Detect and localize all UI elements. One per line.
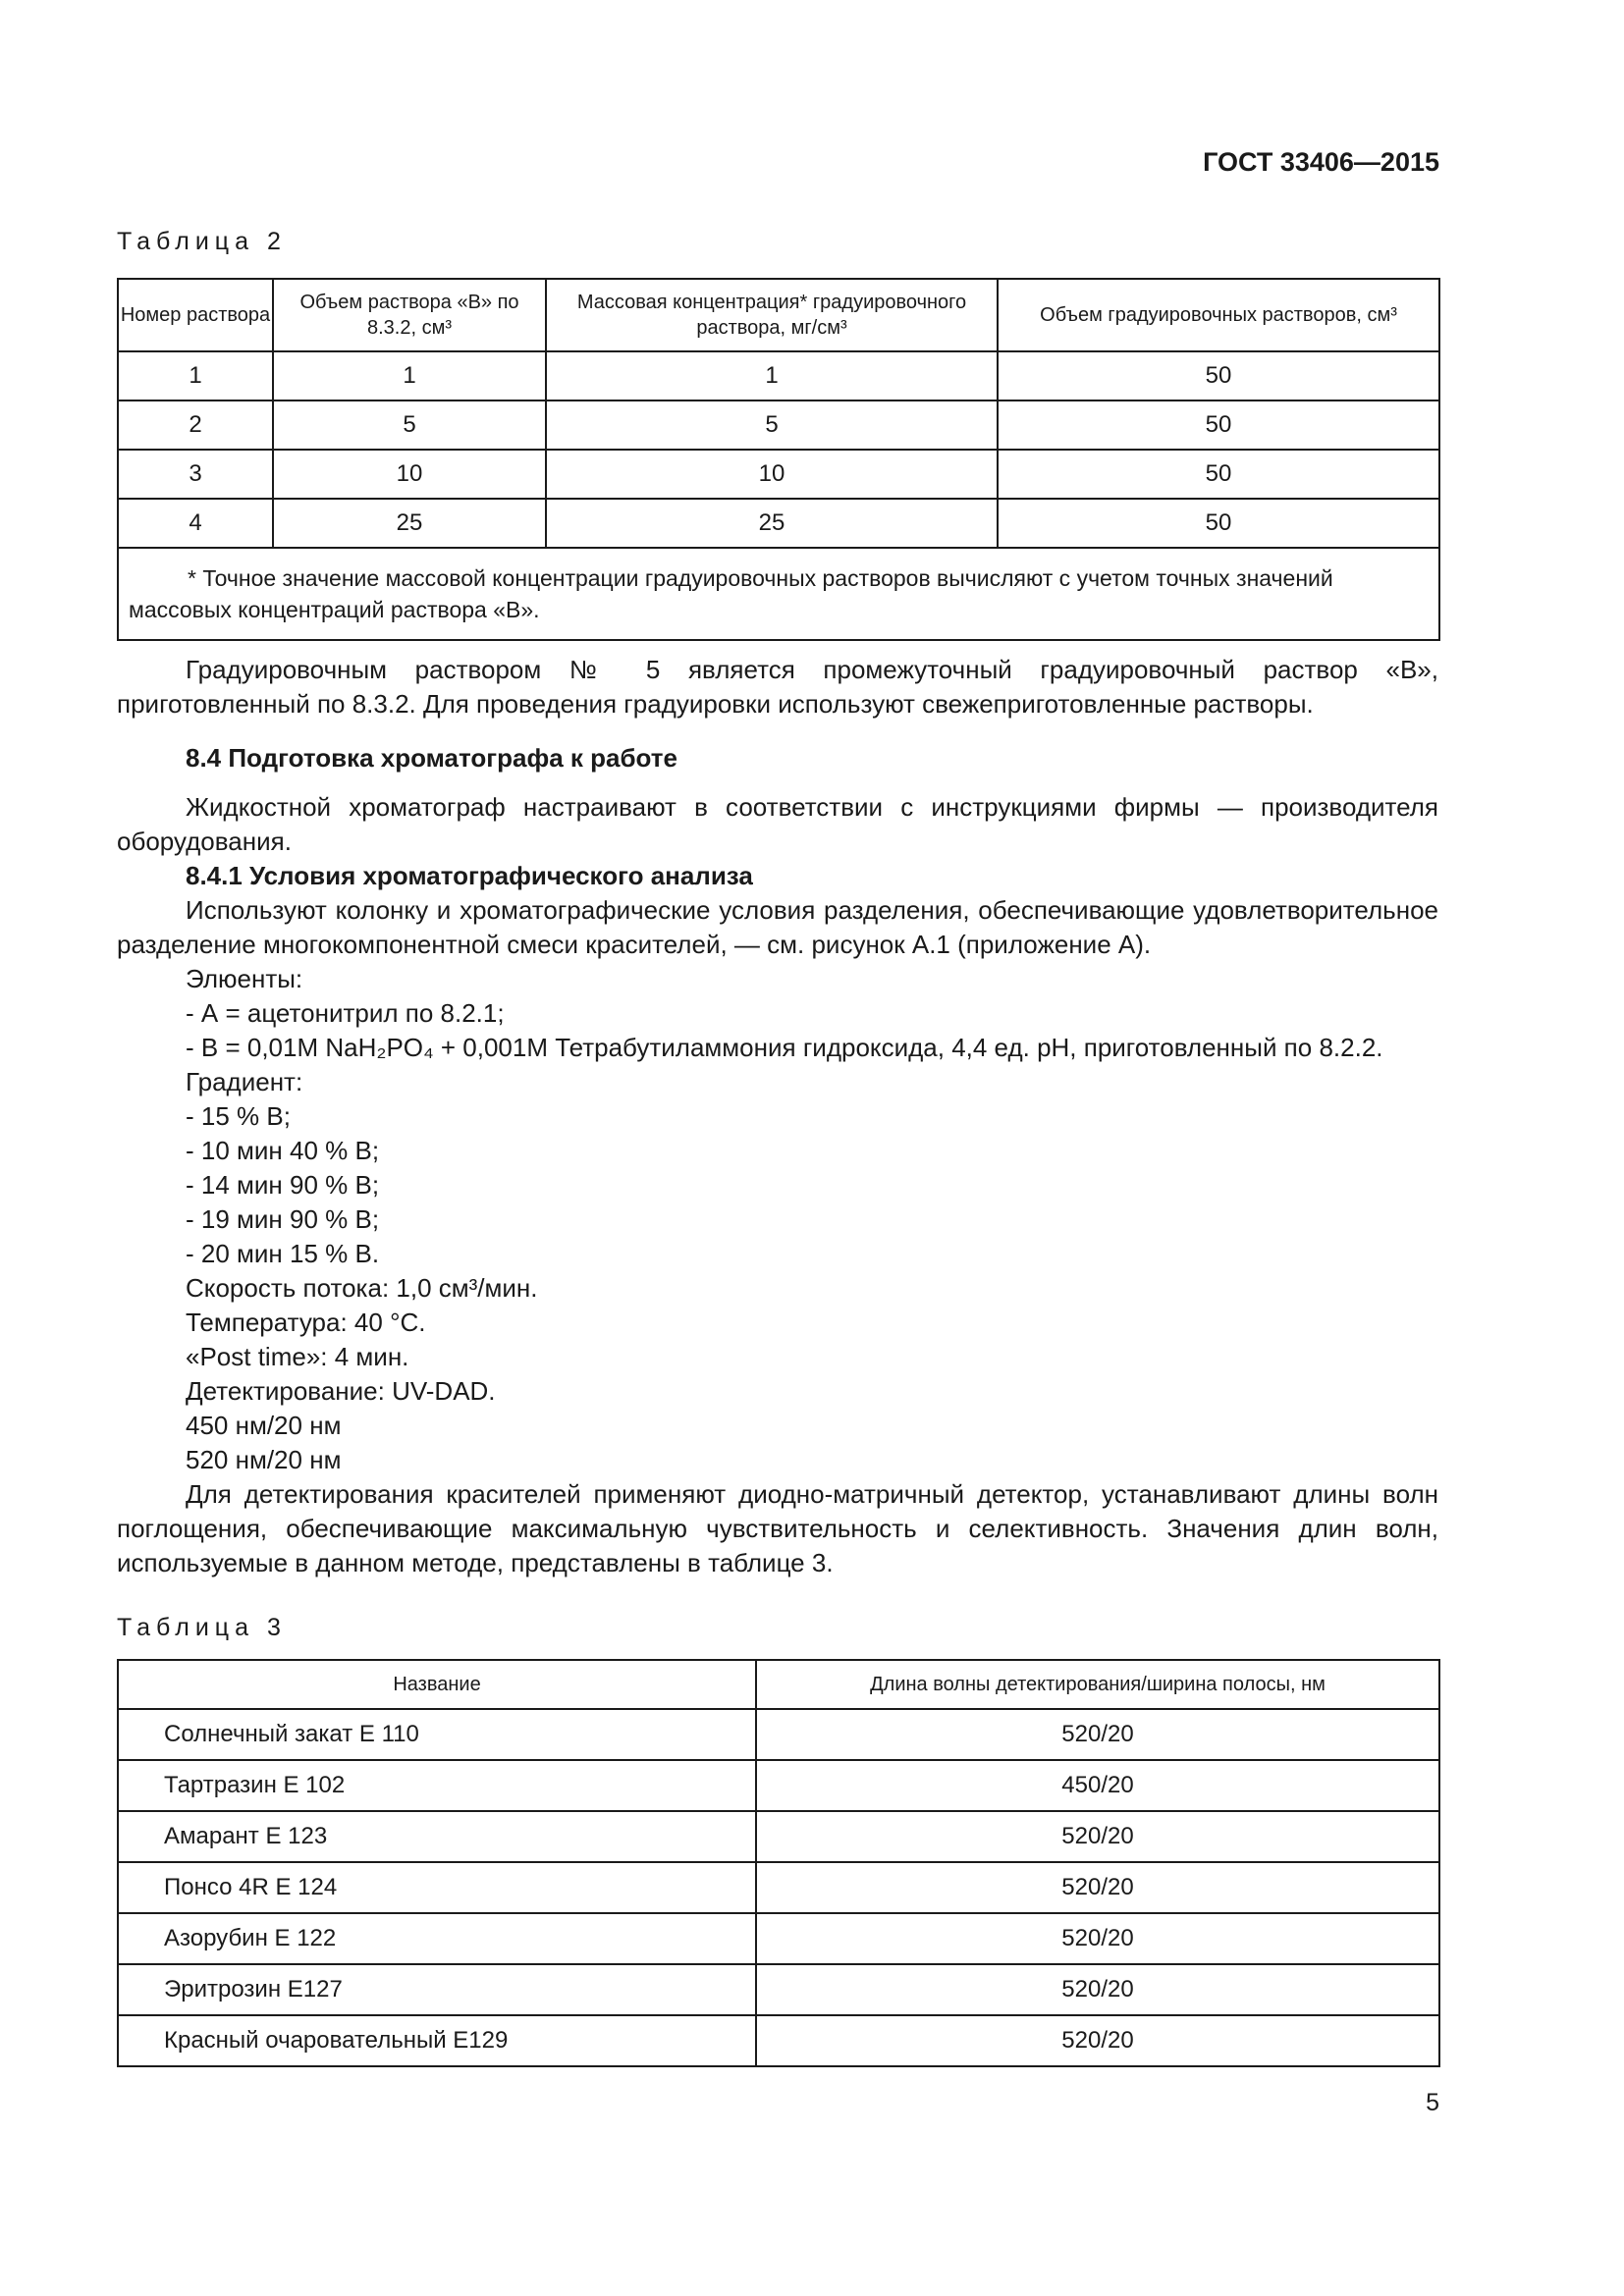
- table-row: [118, 400, 1439, 450]
- table-cell: 5: [273, 400, 546, 450]
- table-cell: 50: [998, 351, 1439, 400]
- table-row: [118, 2015, 1439, 2066]
- text-line: 450 нм/20 нм: [186, 1411, 342, 1440]
- table-header-cell: Номер раствора: [118, 279, 273, 351]
- text-line: Детектирование: UV-DAD.: [186, 1376, 496, 1406]
- text-line: Элюенты:: [186, 964, 303, 993]
- text-line: - А = ацетонитрил по 8.2.1;: [186, 998, 505, 1028]
- table-row: [118, 1862, 1439, 1913]
- list-item: - 19 мин 90 % В;: [186, 1204, 380, 1234]
- paragraph: Для детектирования красителей применяют диодно-матричный детектор, устанавливают длины волн поглощения, обеспечивающие максимальную чувствительность и селективность. Значения длин волн, используемые в данном методе, представлены в таблице 3.: [117, 1479, 1438, 1577]
- text-line: - В = 0,01М NaH₂PO₄ + 0,001М Тетрабутиламмония гидроксида, 4,4 ед. pH, приготовленный по 8.2.2.: [186, 1033, 1383, 1062]
- text-line: Температура: 40 °С.: [186, 1308, 426, 1337]
- table-header-cell: Объем раствора «В» по 8.3.2, см³: [273, 279, 546, 351]
- table-cell: 5: [546, 400, 998, 450]
- dye-name: Эритрозин Е127: [118, 1964, 756, 2015]
- table-cell: 50: [998, 499, 1439, 548]
- text-line: Градиент:: [186, 1067, 303, 1096]
- table-row: [118, 499, 1439, 548]
- table-row: [118, 351, 1439, 400]
- wavelength-cell: 520/20: [756, 1709, 1439, 1760]
- section-heading: 8.4 Подготовка хроматографа к работе: [186, 743, 677, 773]
- wavelength-cell: 520/20: [756, 1862, 1439, 1913]
- table-header-cell: Массовая концентрация* градуировочного раствора, мг/см³: [546, 279, 998, 351]
- table-cell: 10: [546, 450, 998, 499]
- table-header-row: [118, 1660, 1439, 1709]
- paragraph: Используют колонку и хроматографические условия разделения, обеспечивающие удовлетворительное разделение многокомпонентной смеси красителей, — см. рисунок А.1 (приложение А).: [117, 895, 1438, 959]
- paragraph: Жидкостной хроматограф настраивают в соответствии с инструкциями фирмы — производителя оборудования.: [117, 792, 1438, 856]
- table-footnote: * Точное значение массовой концентрации градуировочных растворов вычисляют с учетом точных значений массовых концентраций раствора «В».: [118, 548, 1439, 640]
- subsection-heading: 8.4.1 Условия хроматографического анализа: [186, 861, 753, 890]
- table-cell: 25: [273, 499, 546, 548]
- text-line: «Post time»: 4 мин.: [186, 1342, 409, 1371]
- table-cell: 25: [546, 499, 998, 548]
- table-row: [118, 1913, 1439, 1964]
- table-row: [118, 1964, 1439, 2015]
- body-text: [117, 653, 1438, 1580]
- table-cell: 2: [118, 400, 273, 450]
- table-header-cell: Длина волны детектирования/ширина полосы, нм: [756, 1660, 1439, 1709]
- table-cell: 1: [546, 351, 998, 400]
- table-cell: 1: [118, 351, 273, 400]
- wavelength-cell: 520/20: [756, 1913, 1439, 1964]
- table-2: [117, 278, 1440, 641]
- list-item: - 15 % В;: [186, 1101, 291, 1131]
- table-header-cell: Название: [118, 1660, 756, 1709]
- list-item: - 10 мин 40 % В;: [186, 1136, 380, 1165]
- table-header-cell: Объем градуировочных растворов, см³: [998, 279, 1439, 351]
- dye-name: Солнечный закат Е 110: [118, 1709, 756, 1760]
- table-row: [118, 450, 1439, 499]
- table-2-caption: Таблица 2: [117, 228, 287, 255]
- dye-name: Понсо 4R Е 124: [118, 1862, 756, 1913]
- dye-name: Тартразин Е 102: [118, 1760, 756, 1811]
- table-footnote-row: [118, 548, 1439, 640]
- wavelength-cell: 450/20: [756, 1760, 1439, 1811]
- table-row: [118, 1760, 1439, 1811]
- table-cell: 50: [998, 450, 1439, 499]
- wavelength-cell: 520/20: [756, 1964, 1439, 2015]
- table-3-caption: Таблица 3: [117, 1614, 287, 1641]
- dye-name: Азорубин Е 122: [118, 1913, 756, 1964]
- table-row: [118, 1709, 1439, 1760]
- list-item: - 14 мин 90 % В;: [186, 1170, 380, 1200]
- text-line: Скорость потока: 1,0 см³/мин.: [186, 1273, 538, 1303]
- page-number: 5: [1426, 2089, 1439, 2116]
- paragraph: Градуировочным раствором № 5 является промежуточный градуировочный раствор «В», приготовленный по 8.3.2. Для проведения градуировки используют свежеприготовленные растворы.: [117, 655, 1438, 719]
- standard-number: ГОСТ 33406—2015: [1203, 147, 1439, 177]
- wavelength-cell: 520/20: [756, 1811, 1439, 1862]
- table-cell: 1: [273, 351, 546, 400]
- table-header-row: [118, 279, 1439, 351]
- wavelength-cell: 520/20: [756, 2015, 1439, 2066]
- table-cell: 10: [273, 450, 546, 499]
- table-cell: 4: [118, 499, 273, 548]
- text-line: 520 нм/20 нм: [186, 1445, 342, 1474]
- table-3: [117, 1659, 1440, 2067]
- table-cell: 50: [998, 400, 1439, 450]
- dye-name: Красный очаровательный Е129: [118, 2015, 756, 2066]
- dye-name: Амарант Е 123: [118, 1811, 756, 1862]
- list-item: - 20 мин 15 % В.: [186, 1239, 380, 1268]
- table-row: [118, 1811, 1439, 1862]
- table-cell: 3: [118, 450, 273, 499]
